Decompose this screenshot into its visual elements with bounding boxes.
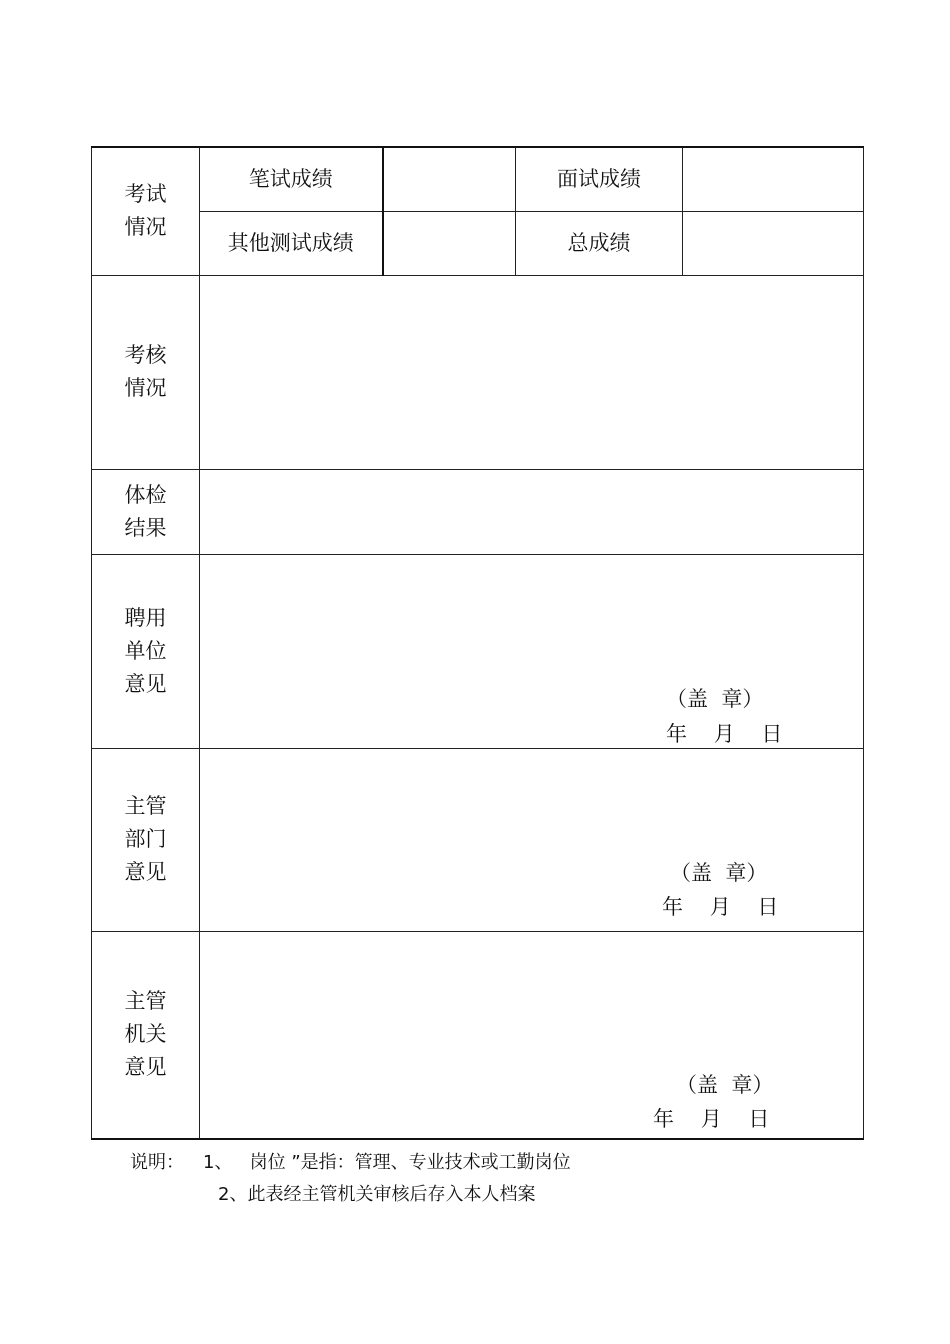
interview-score-label: 面试成绩 — [516, 147, 683, 211]
physical-label: 体检 结果 — [92, 469, 200, 554]
other-score-field[interactable] — [383, 211, 516, 275]
physical-field[interactable] — [200, 469, 864, 554]
department-label: 主管 部门 意见 — [92, 748, 200, 931]
authority-date: 年 月 日 — [653, 1106, 770, 1131]
interview-score-field[interactable] — [683, 147, 864, 211]
assessment-row — [92, 275, 864, 469]
exam-row-1 — [92, 147, 864, 211]
total-score-label: 总成绩 — [516, 211, 683, 275]
total-score-field[interactable] — [683, 211, 864, 275]
department-stamp: （盖 章） — [670, 860, 768, 885]
department-row — [92, 748, 864, 931]
employer-opinion-field[interactable] — [200, 554, 864, 748]
authority-label: 主管 机关 意见 — [92, 931, 200, 1139]
employer-row — [92, 554, 864, 748]
notes-prefix: 说明： — [130, 1152, 184, 1173]
authority-opinion-field[interactable] — [200, 931, 864, 1139]
assessment-field[interactable] — [200, 275, 864, 469]
assessment-label: 考核 情况 — [92, 275, 200, 469]
registration-form-table — [91, 146, 864, 1140]
other-score-label: 其他测试成绩 — [200, 211, 383, 275]
employer-date: 年 月 日 — [666, 721, 783, 746]
department-date: 年 月 日 — [662, 894, 779, 919]
department-opinion-field[interactable] — [200, 748, 864, 931]
written-score-label: 笔试成绩 — [200, 147, 383, 211]
employer-stamp: （盖 章） — [666, 686, 764, 711]
exam-row-2 — [92, 211, 864, 275]
physical-row — [92, 469, 864, 554]
notes-item-2: 2、此表经主管机关审核后存入本人档案 — [218, 1184, 536, 1205]
notes-item-1: 1、 岗位 ”是指：管理、专业技术或工勤岗位 — [203, 1152, 571, 1173]
exam-label: 考试 情况 — [92, 147, 200, 275]
written-score-field[interactable] — [383, 147, 516, 211]
authority-stamp: （盖 章） — [676, 1072, 774, 1097]
authority-row — [92, 931, 864, 1139]
employer-label: 聘用 单位 意见 — [92, 554, 200, 748]
